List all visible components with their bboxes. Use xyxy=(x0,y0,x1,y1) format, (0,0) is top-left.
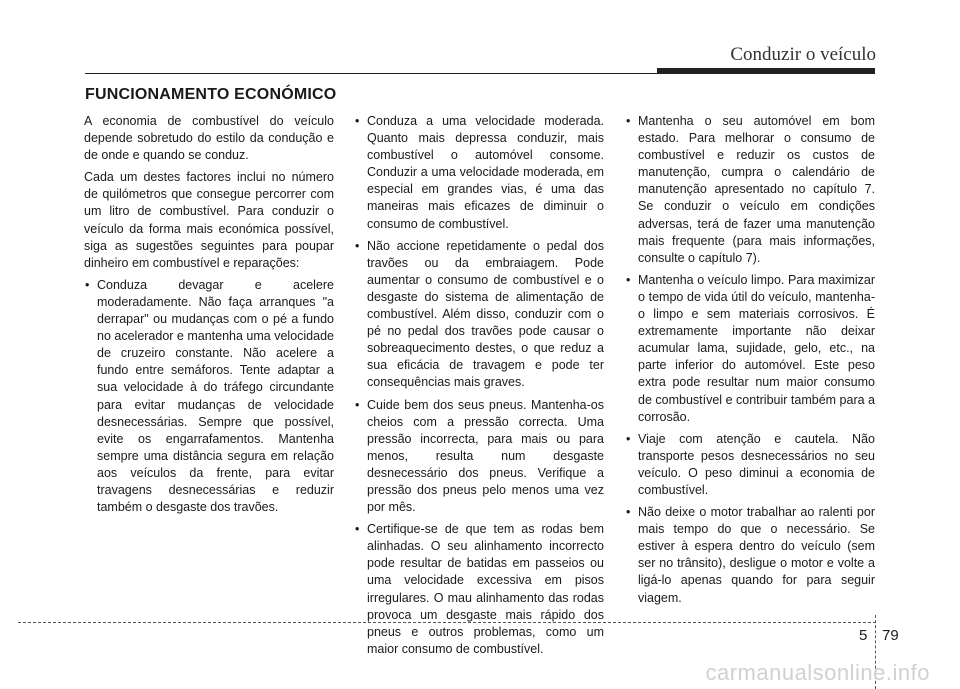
list-item xyxy=(354,113,604,233)
bullet-icon: • xyxy=(626,505,631,520)
bullet-icon: • xyxy=(85,277,90,292)
text-column-3 xyxy=(625,113,875,612)
list-item-text: Certifique-se de que tem as rodas bem alinhadas. O seu alinhamento incorrecto pode resultar de batidas em passeios ou uma velocidade excessiva em pisos irregulares. O mau alinhamento das rodas provoca um desgaste mais rápido dos pneus e outros problemas, como um maior consumo de combustível. xyxy=(367,522,604,656)
bullet-icon: • xyxy=(355,397,360,412)
bullet-icon: • xyxy=(355,238,360,253)
list-item xyxy=(625,504,875,607)
bullet-icon: • xyxy=(626,114,631,128)
list-item-text: Conduza devagar e acelere moderadamente. Não faça arranques "a derrapar" ou mudanças com o pé a fundo no acelerador e mantenha uma velocidade de cruzeiro constante. Não acelere a fundo entre semáforos. Tente adaptar a sua velocidade à do tráfego circundante para evitar mudanças de velocidade desnecessárias. Sempre que possível, evite os engarrafamentos. Mantenha sempre uma distância segura em relação aos veículos da frente, para evitar travagens desnecessárias e reduzir também o desgaste dos travões. xyxy=(97,277,334,515)
text-column-1 xyxy=(84,113,334,521)
list-item xyxy=(354,238,604,392)
list-item-text: Não deixe o motor trabalhar ao ralenti por mais tempo do que o necessário. Se estiver à espera dentro do veículo (sem ser no trânsito), desligue o motor e volte a ligá-lo apenas quando for para seguir viagem. xyxy=(638,505,875,605)
list-item xyxy=(354,521,604,658)
list-item-text: Mantenha o veículo limpo. Para maximizar o tempo de vida útil do veículo, mantenha-o limpo e sem materiais corrosivos. É extremamente importante não deixar acumular lama, sujidade, gelo, etc., na parte inferior do automóvel. Este peso extra pode resultar num maior consumo de combustível e contribuir também para a corrosão. xyxy=(638,272,875,424)
bullet-list xyxy=(84,277,334,516)
bullet-list xyxy=(354,113,604,658)
bullet-list xyxy=(625,113,875,607)
chapter-number: 5 xyxy=(859,627,868,644)
watermark: carmanualsonline.info xyxy=(705,660,930,685)
list-item xyxy=(84,277,334,516)
bullet-icon: • xyxy=(355,522,360,537)
bullet-icon: • xyxy=(626,272,631,287)
page-number: 79 xyxy=(882,627,899,644)
section-heading: FUNCIONAMENTO ECONÓMICO xyxy=(85,86,337,103)
bullet-icon: • xyxy=(355,114,360,128)
chapter-title: Conduzir o veículo xyxy=(730,44,876,65)
list-item-text: Conduza a uma velocidade moderada. Quanto mais depressa conduzir, mais combustível o automóvel consome. Conduzir a uma velocidade moderada, em especial em grandes vias, é uma das maneiras mais eficazes de diminuir o consumo de combustível. xyxy=(367,114,604,231)
list-item-text: Viaje com atenção e cautela. Não transporte pesos desnecessários no seu veículo. O peso diminui a economia de combustível. xyxy=(638,431,875,497)
bullet-icon: • xyxy=(626,431,631,446)
text-column-2 xyxy=(354,113,604,663)
list-item-text: Não accione repetidamente o pedal dos travões ou da embraiagem. Pode aumentar o consumo de combustível e o desgaste do sistema de alimentação de combustível. Além disso, conduzir com o pé no pedal dos travões pode causar o sobreaquecimento destes, o que reduz a sua eficácia de travagem e pode ter consequências mais graves. xyxy=(367,238,604,390)
header-divider-bar xyxy=(657,68,875,74)
footer-divider xyxy=(18,622,876,623)
paragraph: A economia de combustível do veículo depende sobretudo do estilo da condução e de onde e quando se conduz. xyxy=(84,114,334,163)
header-divider xyxy=(85,73,657,74)
list-item xyxy=(625,113,875,267)
list-item-text: Cuide bem dos seus pneus. Mantenha-os cheios com a pressão correcta. Uma pressão incorrecta, para mais ou para menos, resulta num desgaste desnecessário dos pneus. Verifique a pressão dos pneus pelo menos uma vez por mês. xyxy=(367,397,604,515)
list-item-text: Mantenha o seu automóvel em bom estado. Para melhorar o consumo de combustível e reduzir os custos de manutenção, cumpra o calendário de manutenção apresentado no capítulo 7. Se conduzir o veículo em condições adversas, terá de fazer uma manutenção mais frequente (para mais informações, consulte o capítulo 7). xyxy=(638,114,875,265)
list-item xyxy=(354,397,604,517)
paragraph: Cada um destes factores inclui no número de quilómetros que consegue percorrer com um litro de combustível. Para conduzir o veículo da forma mais económica possível, siga as sugestões seguintes para poupar dinheiro em combustível e reparações: xyxy=(84,170,334,270)
list-item xyxy=(625,431,875,499)
list-item xyxy=(625,272,875,426)
